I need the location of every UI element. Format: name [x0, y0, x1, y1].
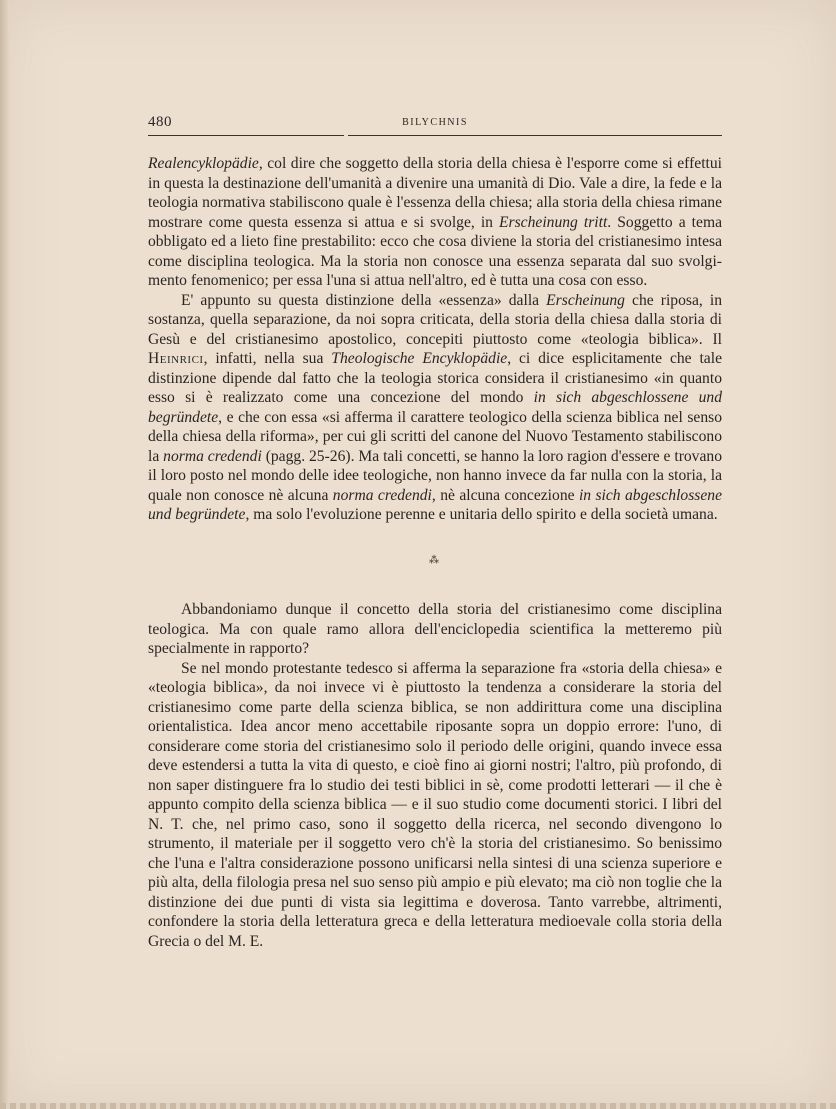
italic-term: Erscheinung tritt — [499, 213, 608, 231]
header-rule-short — [148, 135, 344, 136]
paragraph-1 — [148, 154, 722, 291]
paragraph-3: Abbandoniamo dunque il concetto della storia del cristianesimo come disciplina teologica. Ma con quale ramo allora dell'enciclopedia scientifica la metteremo più specialmente in rapporto? — [148, 601, 722, 657]
page-number: 480 — [148, 114, 172, 130]
text-span: (pagg. 25-26). Ma tali concetti, se hanno la loro ragion d'essere e trovano il loro posto nel mondo delle idee teologiche, non hanno invece da far nulla con la storia, la quale non conosce nè alcuna — [148, 447, 722, 504]
text-span: , col dire che soggetto della storia della chiesa è l'esporre come si effettui in questa la destinazione dell'umanità a divenire una umanità di Dio. Vale a dire, la fede e la teologia normativa stabiliscono quale è l'essenza della chiesa; alla storia della chiesa rimane mostrare come questa essenza si attua e si svolge, in — [148, 155, 722, 231]
text-span: . Soggetto a tema obbligato ed a lieto fine prestabilito: ecco che cosa diviene la storia del cristianesimo intesa come disciplina teologica. Ma la storia non conosce una essenza separata dal suo svolgimento fenomenico; per essa l'una si attua nell'altro, ed è tutta una cosa con esso. — [148, 213, 722, 289]
text-span: , nè alcuna concezione — [431, 486, 579, 504]
section-break-asterism: ⁂ — [429, 555, 439, 566]
paragraph-4: Se nel mondo protestante tedesco si afferma la separazione fra «storia della chiesa» e «teologia biblica», da noi invece vi è piuttosto la tendenza a considerare la storia del cristianesimo come parte della scienza biblica, se non addirittura come una disciplina orientalistica. Idea ancor meno accettabile riposante sopra un doppio errore: l'uno, di considerare come storia del cristianesimo solo il periodo delle origini, quando invece essa deve estendersi a tutta la vita di questo, e cioè fino ai giorni nostri; l'altro, più profondo, di non saper distinguere fra lo studio dei testi biblici in sè, come prodotti letterari — il che è appunto compito della scienza biblica — e il suo studio come documenti storici. I libri del N. T. che, nel primo caso, sono il soggetto della ricerca, nel secondo divengono lo strumento, il materiale per il soggetto vero ch'è la storia del cristianesimo. So benissimo che l'una e l'altra considerazione possono unificarsi nella sintesi di una scienza superiore e più alta, della filologia presa nel suo senso più ampio e più elevato; ma ciò non toglie che la distinzione dei due punti di vista sia legittima e doverosa. Tanto varrebbe, altrimenti, confondere la storia della letteratura greca e della letteratura medioevale colla storia della Grecia o del M. E. — [148, 659, 722, 950]
italic-term: norma credendi — [332, 486, 432, 504]
page-header — [148, 114, 722, 136]
italic-term: in sich abgeschlossene und begründete — [148, 486, 722, 523]
page-bottom-edge — [0, 1103, 836, 1109]
text-span: , ma solo l'evoluzione perenne e unitaria dello spirito e della società umana. — [245, 506, 718, 523]
italic-term: Theologische Encyklopädie — [331, 350, 508, 367]
italic-term: in sich abgeschlossene und begründete — [148, 389, 722, 426]
text-block-lower — [148, 600, 722, 951]
text-span: , e che con essa «si afferma il carattere teologico della scienza biblica nel senso della chiesa della riforma», per cui gli scritti del canone del Nuovo Testamento stabiliscono la — [148, 408, 722, 465]
header-rule-long — [348, 135, 722, 136]
text-span: che riposa, in sostanza, quella separazione, da noi sopra criticata, della storia della chiesa dalla storia di Gesù e del cristianesimo apostolico, concepiti piuttosto come «teologia biblica». Il — [148, 291, 722, 348]
text-block-upper — [148, 154, 722, 525]
paragraph-2 — [148, 291, 722, 525]
author-name: Heinrici — [148, 350, 204, 367]
text-span: , infatti, nella sua — [203, 350, 332, 367]
text-span: , ci dice esplicitamente che tale distinzione dipende dal fatto che la teologia storica considera il cristianesimo «in quanto esso si è realizzato come una concezione del mondo — [148, 350, 722, 406]
italic-term: Erscheinung — [546, 291, 625, 309]
page-binding-edge — [0, 0, 10, 1109]
running-head: BILYCHNIS — [402, 117, 468, 128]
text-span: E' appunto su questa distinzione della «essenza» dalla — [181, 291, 547, 309]
italic-term: norma credendi — [163, 447, 262, 465]
italic-term: Realencyklopädie — [148, 155, 259, 172]
